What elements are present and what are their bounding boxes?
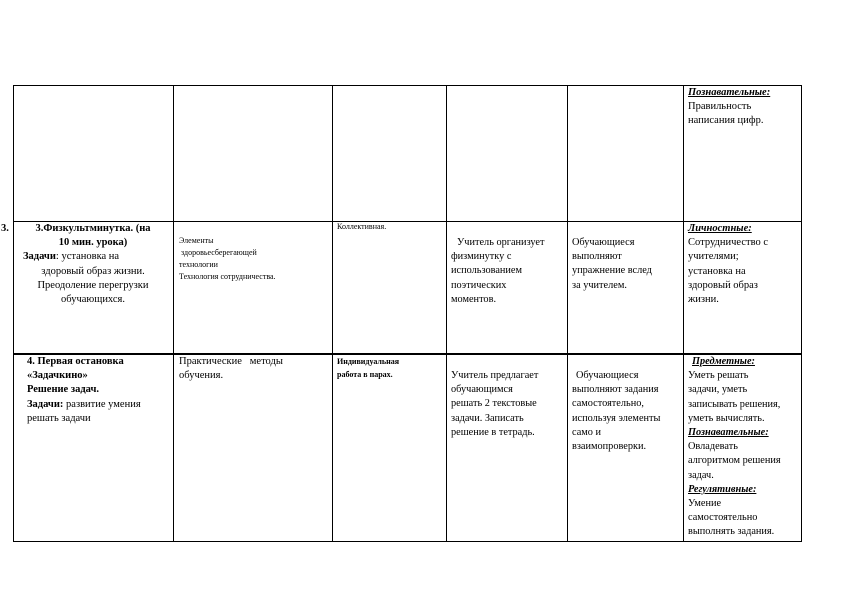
row3-uud-label-cognitive: Познавательные:	[688, 427, 769, 439]
row2-students-line: выполняют	[572, 251, 622, 263]
row2-tasks-text: : установка на	[55, 251, 120, 263]
row3-uud-label-regulatory: Регулятивные:	[688, 483, 757, 495]
column-line-6	[801, 85, 802, 542]
row3-stage-cell	[27, 355, 172, 426]
column-line-3	[446, 85, 447, 542]
row3-students-line: само и	[572, 426, 602, 438]
row3-teacher-line: Учитель предлагает	[451, 370, 539, 381]
row2-stage-title-line: 3.Физкультминутка. (на	[35, 223, 151, 234]
row2-methods-cell	[179, 235, 331, 283]
column-line-1	[173, 85, 174, 542]
row2-uud-line: учителями;	[688, 251, 739, 263]
row2-students-line: Обучающиеся	[572, 237, 635, 248]
row3-students-line: взаимопроверки.	[572, 441, 647, 453]
row3-uud-line: самостоятельно	[688, 512, 758, 524]
row2-form-cell: Коллективная.	[337, 222, 387, 231]
row3-uud-line: Овладевать	[688, 441, 738, 453]
row3-stage-tasks-line	[27, 398, 172, 412]
row3-teacher-line: решать 2 текстовые	[451, 398, 537, 410]
row3-uud-line: задач.	[688, 469, 714, 481]
row2-students-line: упражнение вслед	[572, 265, 652, 277]
row3-form-cell	[337, 355, 445, 381]
row3-uud-label-subject: Предметные:	[692, 356, 755, 367]
row2-uud-line: Сотрудничество с	[688, 237, 768, 249]
row3-uud-line: Умение	[688, 498, 722, 510]
row3-students-cell	[572, 369, 684, 454]
row2-teacher-cell	[451, 236, 566, 307]
row2-methods-line: технологии	[179, 260, 218, 269]
row2-teacher-line: моментов.	[451, 293, 497, 305]
row2-students-line: за учителем.	[572, 279, 627, 291]
row3-uud-line: записывать решения,	[688, 398, 781, 410]
row1-uud-label: Познавательные:	[688, 87, 771, 98]
row3-teacher-line: задачи. Записать	[451, 412, 524, 424]
row3-stage-title-line: Решение задач.	[27, 384, 100, 396]
column-line-4	[567, 85, 568, 542]
row3-uud-line: алгоритмом решения	[688, 455, 781, 467]
row2-uud-cell	[688, 222, 800, 307]
row3-tasks-text: развитие умения	[63, 398, 141, 410]
row2-uud-line: здоровый образ	[688, 279, 758, 291]
column-line-5	[683, 85, 684, 542]
row2-teacher-line: физминутку с	[451, 251, 512, 263]
row3-stage-title-line: 4. Первая остановка	[27, 356, 124, 367]
row3-uud-line: задачи, уметь	[688, 384, 748, 396]
row3-teacher-cell	[451, 369, 566, 440]
row3-uud-line: Уметь решать	[688, 370, 749, 382]
row3-students-line: самостоятельно,	[572, 398, 644, 410]
row3-uud-cell	[688, 355, 801, 540]
row2-stage-tasks-line: обучающихся.	[61, 294, 125, 306]
row2-teacher-line: использованием	[451, 265, 522, 277]
row3-students-line: выполняют задания	[572, 384, 659, 396]
row3-uud-line: уметь вычислять.	[688, 412, 765, 424]
row3-methods-cell	[179, 355, 331, 383]
row2-methods-line: здоровьесберегающей	[181, 248, 257, 257]
row2-uud-line: установка на	[688, 265, 746, 277]
row2-methods-line: Технология сотрудничества.	[179, 272, 276, 281]
row3-methods-line: Практические методы	[179, 356, 283, 367]
row3-stage-title-line: «Задачкино»	[27, 370, 88, 382]
row2-number: 3.	[1, 223, 9, 234]
row2-stage-tasks-line: здоровый образ жизни.	[41, 265, 145, 277]
row2-tasks-label: Задачи	[23, 251, 56, 263]
row2-uud-label: Личностные:	[688, 223, 752, 234]
row2-uud-line: жизни.	[688, 294, 719, 306]
row2-stage-title-line: 10 мин. урока)	[58, 237, 128, 249]
row3-students-line: Обучающиеся	[576, 370, 639, 381]
row3-stage-tasks-line: решать задачи	[27, 412, 91, 424]
row3-tasks-label: Задачи:	[27, 398, 64, 410]
row3-uud-line: выполнять задания.	[688, 526, 775, 538]
row2-stage-tasks-line: Преодоление перегрузки	[37, 279, 149, 291]
row2-methods-line: Элементы	[179, 236, 214, 245]
row1-uud-text-line: Правильность	[688, 101, 752, 113]
column-line-0	[13, 85, 14, 542]
row3-form-line: работа в парах.	[337, 370, 393, 379]
row3-teacher-line: обучающимся	[451, 384, 513, 396]
row1-uud-cell	[688, 86, 800, 129]
row3-teacher-line: решение в тетрадь.	[451, 426, 535, 438]
row2-teacher-line: Учитель организует	[457, 237, 545, 248]
row2-stage-cell	[14, 222, 172, 307]
row3-form-line: Индивидуальная	[337, 357, 400, 366]
row2-students-cell	[572, 236, 682, 293]
row2-stage-tasks-line	[14, 250, 172, 264]
row3-students-line: используя элементы	[572, 412, 661, 424]
row2-teacher-line: поэтических	[451, 279, 507, 291]
row1-uud-text-line: написания цифр.	[688, 115, 764, 127]
row3-methods-line: обучения.	[179, 370, 224, 382]
column-line-2	[332, 85, 333, 542]
